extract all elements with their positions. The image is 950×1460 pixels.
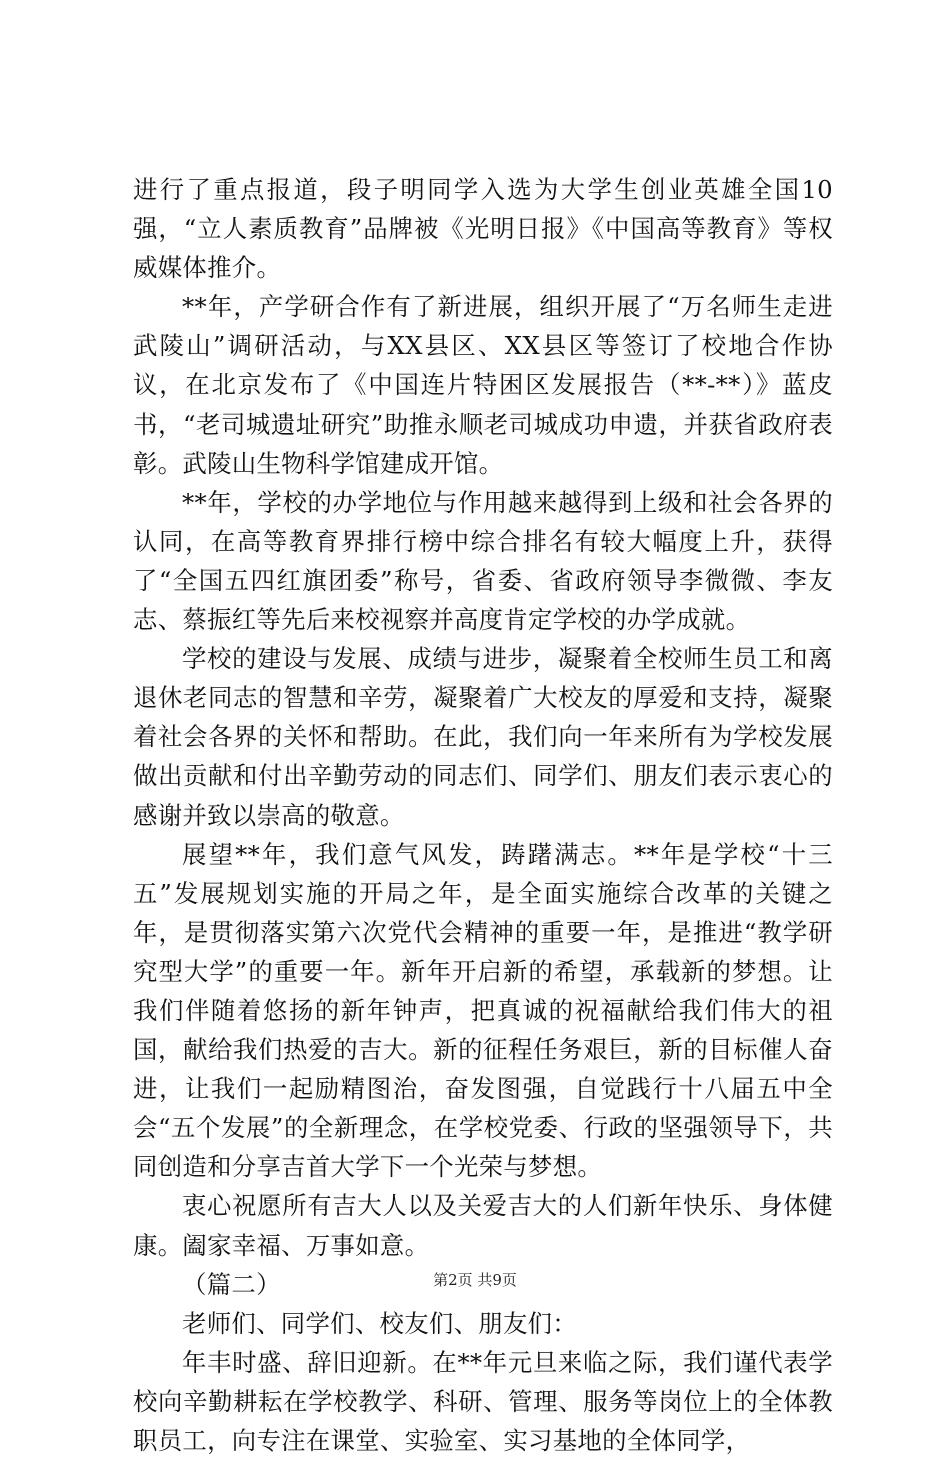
paragraph-school-status: **年，学校的办学地位与作用越来越得到上级和社会各界的认同，在高等教育界排行榜中综合排名有较大幅度上升，获得了“全国五四红旗团委”称号，省委、省政府领导李微微、李友志、蔡振红等先后来校视察并高度肯定学校的办学成就。: [133, 487, 833, 635]
salutation: 老师们、同学们、校友们、朋友们：: [182, 1308, 578, 1338]
paragraph-new-year-greeting: 年丰时盛、辞旧迎新。在**年元旦来临之际，我们谨代表学校向辛勤耕耘在学校教学、科研、管理、服务等岗位上的全体教职员工，向专注在课堂、实验室、实习基地的全体同学，: [133, 1347, 833, 1455]
paragraph-research-cooperation: **年，产学研合作有了新进展，组织开展了“万名师生走进武陵山”调研活动，与XX县区、XX县区等签订了校地合作协议，在北京发布了《中国连片特困区发展报告（**-**）》蓝皮书，“老司城遗址研究”助推永顺老司城成功申遗，并获省政府表彰。武陵山生物科学馆建成开馆。: [133, 292, 833, 478]
paragraph-continued: 进行了重点报道，段子明同学入选为大学生创业英雄全国10强，“立人素质教育”品牌被《光明日报》《中国高等教育》等权威媒体推介。: [133, 175, 833, 283]
page-number-footer: 第2页 共9页: [433, 1271, 517, 1289]
paragraph-wishes: 衷心祝愿所有吉大人以及关爱吉大的人们新年快乐、身体健康。阖家幸福、万事如意。: [133, 1191, 833, 1260]
section-heading: （篇二）: [182, 1269, 281, 1299]
paragraph-acknowledgement: 学校的建设与发展、成绩与进步，凝聚着全校师生员工和离退休老同志的智慧和辛劳，凝聚着广大校友的厚爱和支持，凝聚着社会各界的关怀和帮助。在此，我们向一年来所有为学校发展做出贡献和付出辛勤劳动的同志们、同学们、朋友们表示衷心的感谢并致以崇高的敬意。: [133, 644, 833, 830]
paragraph-outlook: 展望**年，我们意气风发，踌躇满志。**年是学校“十三五”发展规划实施的开局之年，是全面实施综合改革的关键之年，是贯彻落实第六次党代会精神的重要一年，是推进“教学研究型大学”的重要一年。新年开启新的希望，承载新的梦想。让我们伴随着悠扬的新年钟声，把真诚的祝福献给我们伟大的祖国，献给我们热爱的吉大。新的征程任务艰巨，新的目标催人奋进，让我们一起励精图治，奋发图强，自觉践行十八届五中全会“五个发展”的全新理念，在学校党委、行政的坚强领导下，共同创造和分享吉首大学下一个光荣与梦想。: [133, 839, 833, 1182]
document-body: [133, 170, 833, 1460]
